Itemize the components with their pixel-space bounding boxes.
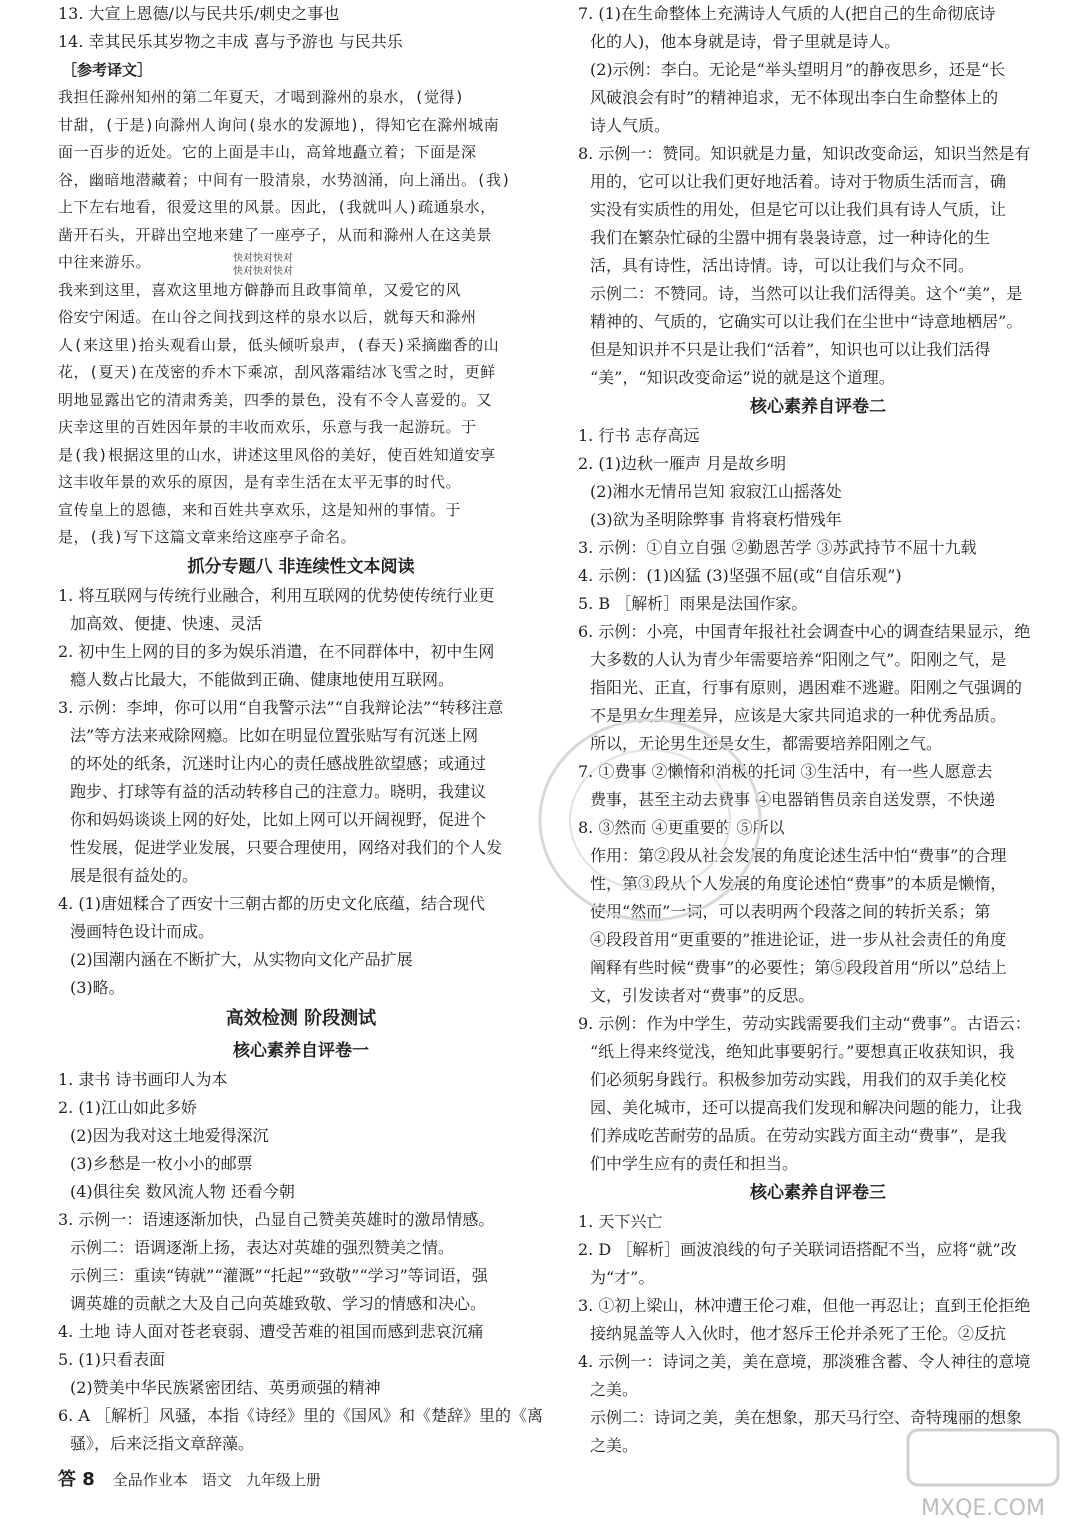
text-line: 使用“然而”一词，可以表明两个段落之间的转折关系；第	[590, 902, 991, 921]
text-line: 指阳光、正直，行事有原则，遇困难不逃避。阳刚之气强调的	[590, 678, 1023, 697]
text-line: 高效检测 阶段测试	[225, 1007, 377, 1029]
text-line: 4. (1)唐妞糅合了西安十三朝古都的历史文化底蕴，结合现代	[58, 893, 486, 913]
text-line: 加高效、便捷、快速、灵活	[70, 613, 263, 633]
text-line: 骚》，后来泛指文章辞藻。	[70, 1433, 255, 1453]
text-line: 7. ①费事 ②懒惰和消极的托词 ③生活中，有一些人愿意去	[578, 762, 993, 781]
text-line: 瘾人数占比最大，不能做到正确、健康地使用互联网。	[70, 669, 455, 689]
text-line: 是(我)根据这里的山水，讲述这里风俗的美好，使百姓知道安享	[58, 445, 496, 464]
text-line: 2. (1)边秋一雁声 月是故乡明	[578, 454, 787, 473]
text-line: 2. (1)江山如此多娇	[58, 1097, 198, 1117]
text-line: 宣传皇上的恩德，来和百姓共享欢乐，这是知州的事情。于	[58, 500, 462, 519]
text-line: (3)欲为圣明除弊事 肯将衰朽惜残年	[590, 510, 842, 529]
text-line: 接纳晁盖等人入伙时，他才怒斥王伦并杀死了王伦。②反抗	[590, 1324, 1007, 1343]
text-line: 你和妈妈谈谈上网的好处，比如上网可以开阔视野，促进个	[70, 809, 487, 829]
text-line: (2)湘水无情吊岂知 寂寂江山摇落处	[590, 482, 842, 501]
text-line: 作用：第②段从社会发展的角度论述生活中怕“费事”的合理	[590, 846, 1007, 865]
text-line: 3. ①初上梁山，林冲遭王伦刁难，但他一再忍让；直到王伦拒绝	[578, 1296, 1031, 1315]
text-line: 6. A ［解析］风骚，本指《诗经》里的《国风》和《楚辞》里的《离	[58, 1405, 543, 1425]
text-line: 2. D ［解析］画波浪线的句子关联词语搭配不当，应将“就”改	[578, 1240, 1017, 1259]
text-line: 6. 示例：小亮，中国青年报社社会调查中心的调查结果显示，绝	[578, 622, 1031, 641]
text-line: 4. 示例一：诗词之美，美在意境，那淡雅含蓄、令人神往的意境	[578, 1352, 1031, 1371]
text-line: 跑步、打球等有益的活动转移自己的注意力。晓明，我建议	[70, 781, 487, 801]
text-line: 示例三：重读“铸就”“灌溉”“托起”“致敬”“学习”等词语，强	[70, 1265, 488, 1285]
text-line: (2)示例：李白。无论是“举头望明月”的静夜思乡，还是“长	[590, 60, 1006, 79]
text-line: 活，具有诗性，活出诗情。诗，可以让我们与众不同。	[590, 256, 975, 275]
text-line: 核心素养自评卷二	[750, 397, 886, 417]
text-line: 但是知识并不只是让我们“活着”，知识也可以让我们活得	[590, 340, 991, 359]
text-line: 庆幸这里的百姓因年景的丰收而欢乐，乐意与我一起游玩。于	[58, 418, 477, 436]
text-line: 4. 土地 诗人面对苍老衰弱、遭受苦难的祖国而感到悲哀沉痛	[58, 1321, 484, 1341]
text-line: (2)因为我对这土地爱得深沉	[70, 1125, 269, 1145]
text-line: (3)略。	[70, 977, 125, 997]
text-line: 1. 天下兴亡	[578, 1212, 663, 1231]
text-line: 诗人气质。	[590, 116, 671, 135]
text-line: 法”等方法来戒除网瘾。比如在明显位置张贴写有沉迷上网	[70, 725, 479, 745]
text-line: 抓分专题八 非连续性文本阅读	[187, 556, 415, 577]
text-line: 人(来这里)抬头观看山景，低头倾听泉声，(春天)采摘幽香的山	[58, 335, 500, 354]
text-line: 园、美化城市，还可以提高我们发现和解决问题的能力，让我	[590, 1098, 1023, 1117]
text-line: “美”，“知识改变命运”说的就是这个道理。	[590, 368, 895, 387]
text-line: 是，(我)写下这篇文章来给这座亭子命名。	[58, 528, 357, 546]
text-line: 阐释有些时候“费事”的必要性；第⑤段段首用“所以”总结上	[590, 958, 1007, 977]
watermark-line: 快对快对快对	[233, 253, 293, 264]
text-line: (2)国潮内涵在不断扩大，从实物向文化产品扩展	[70, 949, 413, 969]
text-line: 我担任滁州知州的第二年夏天，才喝到滁州的泉水，(觉得)	[58, 88, 465, 106]
text-line: 1. 将互联网与传统行业融合，利用互联网的优势使传统行业更	[58, 585, 495, 605]
text-line: 调英雄的贡献之大及自己向英雄致敬、学习的情感和决心。	[70, 1293, 487, 1313]
text-line: 性，第③段从个人发展的角度论述怕“费事”的本质是懒惰，	[590, 874, 1007, 893]
text-line: 用的，它可以让我们更好地活着。诗对于物质生活而言，确	[590, 172, 1007, 191]
text-line: 8. 示例一：赞同。知识就是力量，知识改变命运，知识当然是有	[578, 144, 1031, 163]
text-line: 不是男女生理差异，应该是大家共同追求的一种优秀品质。	[590, 706, 1007, 725]
text-line: 大多数的人认为青少年需要培养“阳刚之气”。阳刚之气，是	[590, 650, 1007, 669]
text-line: ④段段首用“更重要的”推进论证，进一步从社会责任的角度	[590, 930, 1007, 949]
text-line: 8. ③然而 ④更重要的 ⑤所以	[578, 818, 785, 837]
text-line: 14. 幸其民乐其岁物之丰成 喜与予游也 与民共乐	[58, 32, 403, 51]
text-line: 7. (1)在生命整体上充满诗人气质的人(把自己的生命彻底诗	[578, 4, 996, 23]
text-line: 精神的、气质的，它确实可以让我们在尘世中“诗意地栖居”。	[590, 312, 1023, 331]
text-line: 漫画特色设计而成。	[70, 921, 215, 941]
text-line: 3. 示例：①自立自强 ②勤恩苦学 ③苏武持节不屈十九载	[578, 538, 977, 557]
text-line: 面一百步的近处。它的上面是丰山，高耸地矗立着；下面是深	[58, 143, 477, 161]
text-line: 谷，幽暗地潜藏着；中间有一股清泉，水势汹涌，向上涌出。(我)	[58, 170, 512, 189]
page-number: 答 8	[58, 1469, 95, 1490]
text-line: 花，(夏天)在茂密的乔木下乘凉，刮风落霜结冰飞雪之时，更鲜	[58, 363, 496, 381]
text-line: 之美。	[590, 1380, 639, 1399]
text-line: 我来到这里，喜欢这里地方僻静而且政事简单，又爱它的风	[58, 280, 462, 299]
text-line: 所以，无论男生还是女生，都需要培养阳刚之气。	[590, 734, 943, 753]
text-line: 示例二：诗词之美，美在想象，那天马行空、奇特瑰丽的想象	[590, 1408, 1023, 1427]
text-line: 实没有实质性的用处，但是它可以让我们具有诗人气质，让	[590, 200, 1007, 219]
text-line: 明地显露出它的清肃秀美，四季的景色，没有不令人喜爱的。又	[58, 390, 493, 409]
text-line: 的坏处的纸条，沉迷时让内心的责任感战胜欲望感；或通过	[70, 753, 487, 773]
text-line: ［参考译文］	[62, 61, 153, 79]
text-line: 展是很有益处的。	[70, 865, 199, 885]
text-line: 性发展，促进学业发展，只要合理使用，网络对我们的个人发	[70, 837, 503, 857]
text-line: 2. 初中生上网的目的多为娱乐消遣，在不同群体中，初中生网	[58, 641, 495, 661]
watermark-small-text	[233, 252, 293, 278]
text-line: 们必须躬身践行。积极参加劳动实践，用我们的双手美化校	[590, 1070, 1007, 1089]
text-line: 文，引发读者对“费事”的反思。	[590, 986, 815, 1005]
text-line: 示例二：不赞同。诗，当然可以让我们活得美。这个“美”，是	[590, 284, 1023, 303]
text-line: 1. 隶书 诗书画印人为本	[58, 1069, 228, 1089]
text-line: 们养成吃苦耐劳的品质。在劳动实践方面主动“费事”，是我	[590, 1126, 1007, 1145]
text-line: 核心素养自评卷三	[750, 1183, 886, 1203]
text-line: 甘甜，(于是)向滁州人询问(泉水的发源地)，得知它在滁州城南	[58, 115, 500, 134]
text-line: (4)俱往矣 数风流人物 还看今朝	[70, 1181, 295, 1201]
text-line: 9. 示例：作为中学生，劳动实践需要我们主动“费事”。古语云：	[578, 1014, 1031, 1033]
text-line: (3)乡愁是一枚小小的邮票	[70, 1153, 253, 1173]
text-line: 俗安宁闲适。在山谷之间找到这样的泉水以后，就每天和滁州	[58, 308, 477, 326]
watermark-text: MXQE.COM	[921, 1496, 1045, 1521]
text-line: 3. 示例：李坤，你可以用“自我警示法”“自我辩论法”“转移注意	[58, 697, 504, 717]
text-line: 中往来游乐。	[58, 253, 152, 271]
text-line: 们中学生应有的责任和担当。	[590, 1154, 799, 1173]
watermark-line: 快对快对快对	[233, 266, 293, 277]
text-line: 化的人)，他本身就是诗，骨子里就是诗人。	[590, 32, 901, 51]
text-line: 费事，甚至主动去费事 ④电器销售员亲自送发票，不快递	[590, 790, 996, 809]
text-line: 5. (1)只看表面	[58, 1349, 166, 1369]
text-line: 风破浪会有时”的精神追求，无不体现出李白生命整体上的	[590, 88, 999, 107]
text-line: “纸上得来终觉浅，绝知此事要躬行。”要想真正收获知识，我	[590, 1042, 1015, 1061]
book-title: 全品作业本	[112, 1471, 188, 1489]
text-line: 这丰收年景的欢乐的原因，是有幸生活在太平无事的时代。	[58, 473, 462, 491]
text-line: 我们在繁杂忙碌的尘嚣中拥有袅袅诗意，过一种诗化的生	[590, 228, 991, 247]
text-line: 核心素养自评卷一	[233, 1040, 369, 1061]
text-line: 为“才”。	[590, 1268, 655, 1287]
text-line: 3. 示例一：语速逐渐加快，凸显自己赞美英雄时的激昂情感。	[58, 1209, 495, 1229]
text-line: 凿开石头，开辟出空地来建了一座亭子，从而和滁州人在这美景	[58, 225, 493, 244]
left-column	[58, 0, 544, 1458]
text-line: 1. 行书 志存高远	[578, 426, 700, 445]
text-line: 4. 示例：(1)凶猛 (3)坚强不屈(或“自信乐观”)	[578, 566, 902, 585]
page-footer	[58, 1466, 335, 1494]
text-line: 示例二：语调逐渐上扬，表达对英雄的强烈赞美之情。	[70, 1237, 455, 1257]
text-line: 上下左右地看，很爱这里的风景。因此，(我就叫人)疏通泉水，	[58, 198, 496, 216]
text-line: (2)赞美中华民族紧密团结、英勇顽强的精神	[70, 1377, 381, 1397]
right-column	[578, 0, 1058, 1460]
grade: 九年级上册	[245, 1471, 321, 1489]
text-line: 之美。	[590, 1436, 639, 1455]
subject: 语文	[201, 1471, 232, 1489]
text-line: 5. B ［解析］雨果是法国作家。	[578, 594, 808, 613]
text-line: 13. 大宣上恩德/以与民共乐/刺史之事也	[58, 4, 340, 23]
